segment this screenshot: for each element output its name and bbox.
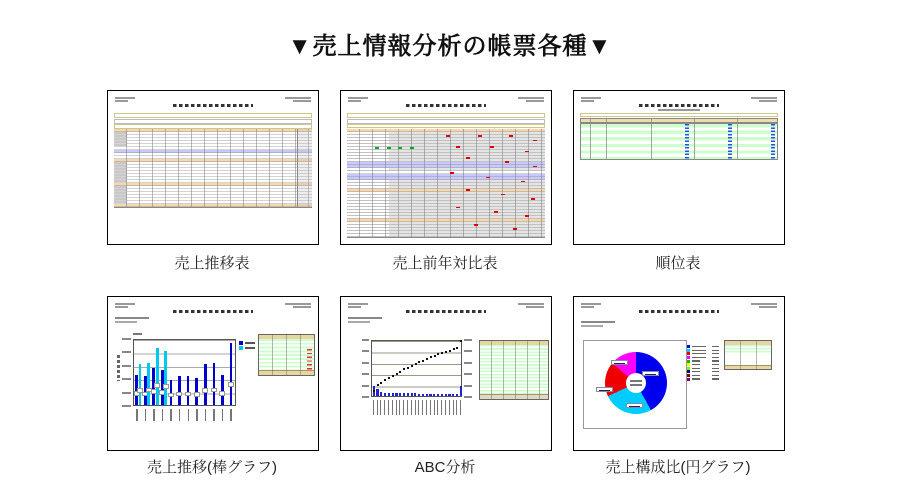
x-axis-label	[373, 400, 374, 415]
x-axis-label	[392, 400, 393, 415]
rank-value-blue-marks	[728, 124, 732, 159]
report-header-date-text	[518, 97, 544, 99]
report-header-left-text	[115, 303, 135, 305]
slice-label-2	[626, 403, 643, 408]
y-tick	[122, 405, 131, 407]
pie-legend	[687, 345, 709, 381]
y-tick-left	[362, 350, 369, 352]
pie-legend-text	[692, 368, 700, 369]
pie-legend-text	[692, 357, 706, 358]
pareto-bar	[429, 394, 431, 396]
x-axis-label	[388, 400, 389, 415]
x-axis-label	[426, 400, 427, 415]
bar-series-2	[139, 364, 142, 406]
red-value-mark	[531, 198, 535, 200]
chart-legend	[239, 341, 257, 351]
report-header-left-text	[581, 303, 601, 305]
x-axis-label	[430, 400, 431, 415]
bar-series-1	[230, 343, 233, 405]
x-axis-label	[456, 400, 457, 415]
pie-percent-text	[712, 360, 719, 361]
pie-percent-text	[712, 353, 719, 354]
x-axis-label	[136, 409, 138, 421]
pareto-bar	[380, 392, 382, 396]
green-value-mark	[375, 147, 379, 149]
y-tick-right	[464, 385, 472, 387]
red-value-mark	[450, 172, 454, 174]
abc-rank-table	[479, 340, 549, 400]
pareto-bar	[392, 393, 394, 396]
x-axis-label	[384, 400, 385, 415]
cumulative-curve-point	[411, 365, 413, 367]
bar-value-label	[154, 383, 160, 388]
cumulative-curve-point	[434, 355, 436, 357]
pie-percent-text	[712, 350, 719, 351]
cumulative-curve-point	[418, 361, 420, 363]
negative-value-marks	[307, 349, 312, 370]
x-axis-label	[415, 400, 416, 415]
report-title-text	[639, 310, 719, 313]
report-header-date-text	[285, 97, 311, 99]
pareto-bar	[388, 393, 390, 396]
legend-text	[245, 347, 255, 349]
slice-label-4	[611, 360, 628, 365]
bar-chart-plot	[133, 339, 236, 406]
x-axis-label	[188, 409, 190, 421]
ranking-table-body	[580, 123, 778, 160]
caption-yoy-table: 売上前年対比表	[392, 255, 498, 272]
rank-value-blue-marks	[771, 124, 775, 159]
red-value-mark	[466, 157, 470, 159]
y-tick	[122, 378, 131, 380]
bar-value-label	[211, 388, 217, 393]
bar-series-1	[204, 364, 207, 406]
bar-value-label	[228, 382, 234, 387]
x-axis-label	[213, 409, 215, 421]
cumulative-curve-point	[403, 368, 405, 370]
report-header-date-text	[285, 303, 311, 305]
report-header-left-text	[581, 97, 601, 99]
pie-legend-text	[692, 364, 700, 365]
cumulative-curve-point	[373, 390, 375, 392]
thumbnail-abc-analysis[interactable]	[340, 296, 552, 451]
cumulative-curve-point	[422, 360, 424, 362]
red-value-mark	[478, 135, 482, 137]
y-tick-left	[362, 385, 369, 387]
pie-legend-text	[692, 375, 700, 376]
bar-value-label	[202, 388, 208, 393]
slice-label-1	[642, 371, 659, 376]
pareto-bar	[456, 394, 458, 396]
x-axis-label	[196, 409, 198, 421]
cumulative-curve-point	[445, 351, 447, 353]
x-axis-label	[418, 400, 419, 415]
pareto-bar	[437, 394, 439, 396]
y-tick-right	[464, 373, 472, 375]
pareto-bar	[433, 394, 435, 396]
pareto-chart-plot	[371, 340, 462, 397]
green-value-mark	[410, 147, 414, 149]
report-title-text	[173, 310, 253, 313]
y-tick-left	[362, 339, 369, 341]
y-tick-left	[362, 396, 369, 398]
x-axis-label	[396, 400, 397, 415]
pie-legend-text	[692, 346, 706, 347]
cumulative-curve-point	[456, 347, 458, 349]
x-axis-label	[411, 400, 412, 415]
value-accent-marks	[347, 129, 545, 237]
cumulative-curve-point	[384, 379, 386, 381]
legend-swatch	[239, 346, 243, 350]
pareto-bar	[411, 393, 413, 396]
bar-series-1	[178, 376, 181, 405]
red-value-mark	[533, 166, 537, 168]
bar-value-label	[168, 393, 174, 398]
x-axis-label	[222, 409, 224, 421]
report-header-left-text	[348, 303, 368, 305]
cumulative-curve-point	[449, 350, 451, 352]
pareto-bar	[376, 389, 378, 396]
cumulative-curve-point	[426, 358, 428, 360]
pie-legend-percentages	[710, 345, 719, 381]
red-value-mark	[501, 194, 505, 196]
report-title-text	[406, 104, 486, 107]
report-header-date-text	[751, 97, 777, 99]
red-value-mark	[466, 189, 470, 191]
mini-row	[114, 204, 312, 207]
green-value-mark	[387, 147, 391, 149]
report-title-text	[639, 104, 719, 107]
red-value-mark	[456, 146, 460, 148]
pie-legend-text	[692, 378, 700, 379]
red-value-mark	[490, 146, 494, 148]
pareto-bar	[452, 394, 454, 396]
report-header-date-text	[751, 303, 777, 305]
caption-ranking-table: 順位表	[655, 255, 701, 272]
cumulative-curve-point	[453, 348, 455, 350]
axis-unit-label	[133, 333, 142, 335]
pie-percent-text	[712, 368, 719, 369]
x-axis-label	[434, 400, 435, 415]
pie-legend-text	[692, 360, 700, 361]
cumulative-curve-point	[437, 353, 439, 355]
table-body	[114, 129, 312, 208]
summary-table-footer	[259, 370, 314, 375]
x-axis-label	[453, 400, 454, 415]
pie-percent-text	[712, 375, 719, 376]
x-axis-label	[449, 400, 450, 415]
pareto-bar	[407, 393, 409, 396]
pie-percent-text	[712, 346, 719, 347]
red-value-mark	[505, 161, 509, 163]
x-axis-label	[403, 400, 404, 415]
thumbnail-ranking-table[interactable]	[573, 90, 785, 245]
report-subtitle-text	[658, 109, 700, 111]
red-value-mark	[486, 177, 490, 179]
pie-chart-frame	[583, 340, 687, 429]
red-value-mark	[521, 181, 525, 183]
x-axis-label	[422, 400, 423, 415]
cumulative-curve-point	[377, 384, 379, 386]
red-value-mark	[525, 215, 529, 217]
composition-table	[724, 340, 772, 370]
pareto-bar	[418, 394, 420, 396]
slice-label-3	[596, 387, 613, 392]
condition-text	[115, 317, 149, 319]
y-tick-right	[464, 339, 472, 341]
red-value-mark	[509, 135, 513, 137]
bar-series-1	[195, 378, 198, 405]
pareto-bar	[403, 393, 405, 396]
red-value-mark	[513, 228, 517, 230]
x-axis-label	[407, 400, 408, 415]
pie-legend-entry	[687, 377, 709, 381]
thumbnail-sales-trend-bar-chart[interactable]	[107, 296, 319, 451]
y-tick	[122, 365, 131, 367]
pie-percent-text	[712, 364, 719, 365]
condition-text	[581, 321, 615, 323]
condition-band	[580, 113, 778, 117]
red-value-mark	[494, 211, 498, 213]
red-value-mark	[456, 207, 460, 209]
pareto-bar	[384, 393, 386, 396]
cumulative-curve-point	[460, 340, 462, 342]
pareto-bar	[399, 393, 401, 396]
x-axis-label	[441, 400, 442, 415]
pareto-bar	[395, 393, 397, 396]
pie-legend-text	[692, 350, 706, 351]
bar-value-label	[194, 392, 200, 397]
red-value-mark	[533, 140, 537, 142]
bar-series-2	[147, 363, 150, 405]
pareto-bar	[460, 386, 462, 396]
y-tick-right	[464, 350, 472, 352]
bar-value-label	[176, 392, 182, 397]
y-axis-title	[117, 355, 120, 381]
pareto-bar	[422, 394, 424, 396]
y-tick-right	[464, 396, 472, 398]
abc-table-total-row	[480, 394, 548, 399]
bar-series-1	[187, 376, 190, 405]
x-axis-label	[377, 400, 378, 415]
x-axis-label	[205, 409, 207, 421]
caption-abc-analysis: ABC分析	[414, 459, 476, 476]
pareto-bar	[441, 394, 443, 396]
y-tick-left	[362, 362, 369, 364]
pareto-bar	[448, 394, 450, 396]
pie-percent-entry	[710, 377, 719, 381]
caption-pie-chart: 売上構成比(円グラフ)	[605, 459, 751, 476]
summary-table	[258, 334, 315, 376]
red-value-mark	[525, 151, 529, 153]
y-tick	[122, 351, 131, 353]
bar-series-1	[213, 363, 216, 405]
x-axis-label	[380, 400, 381, 415]
pie-legend-swatch	[687, 378, 690, 381]
condition-text	[348, 317, 382, 319]
caption-sales-trend-table: 売上推移表	[174, 255, 250, 272]
cumulative-curve-point	[388, 377, 390, 379]
pie-center-label	[626, 373, 646, 393]
thumbnail-sales-trend-table[interactable]	[107, 90, 319, 245]
pareto-bar	[426, 394, 428, 396]
report-title-text	[406, 310, 486, 313]
pie-percent-text	[712, 371, 719, 372]
cumulative-curve-point	[407, 367, 409, 369]
cumulative-curve-point	[441, 352, 443, 354]
x-axis-label	[179, 409, 181, 421]
x-axis-label	[145, 409, 147, 421]
cumulative-curve-point	[415, 363, 417, 365]
x-axis-label	[445, 400, 446, 415]
composition-table-footer	[725, 365, 771, 370]
x-axis-label	[399, 400, 400, 415]
bar-value-label	[185, 392, 191, 397]
red-value-mark	[446, 135, 450, 137]
y-tick	[122, 338, 131, 340]
red-value-mark	[474, 224, 478, 226]
pie-percent-text	[712, 357, 719, 358]
x-axis-label	[230, 409, 232, 421]
bar-value-label	[163, 384, 169, 389]
bar-series-1	[221, 375, 224, 405]
cumulative-curve-point	[430, 356, 432, 358]
report-title-text	[173, 104, 253, 107]
cumulative-curve-point	[399, 371, 401, 373]
table-header-band	[347, 124, 545, 128]
pareto-bar	[414, 393, 416, 396]
cumulative-curve-point	[396, 373, 398, 375]
caption-bar-chart: 売上推移(棒グラフ)	[147, 459, 277, 476]
condition-band	[347, 113, 545, 118]
report-header-left-text	[115, 97, 135, 99]
x-axis-label	[162, 409, 164, 421]
legend-swatch	[239, 341, 243, 345]
condition-band	[114, 113, 312, 118]
cumulative-curve-point	[392, 375, 394, 377]
green-value-mark	[398, 147, 402, 149]
x-axis-label	[460, 400, 461, 415]
cumulative-curve-point	[380, 382, 382, 384]
rank-value-blue-marks	[685, 124, 689, 159]
pie-percent-text	[712, 378, 719, 379]
y-tick	[122, 392, 131, 394]
bar-series-2	[164, 351, 167, 405]
thumbnail-composition-pie-chart[interactable]	[573, 296, 785, 451]
x-axis-label	[170, 409, 172, 421]
page-title: ▼売上情報分析の帳票各種▼	[287, 33, 613, 60]
y-tick-left	[362, 373, 369, 375]
report-header-date-text	[518, 303, 544, 305]
legend-text	[245, 342, 255, 344]
x-axis-label	[153, 409, 155, 421]
legend-entry	[239, 346, 257, 351]
pie-legend-text	[692, 371, 700, 372]
report-header-left-text	[348, 97, 368, 99]
y-tick-right	[464, 362, 472, 364]
bar-value-label	[219, 391, 225, 396]
bar-series-1	[170, 380, 173, 406]
bar-series-2	[156, 348, 159, 405]
pie-legend-text	[692, 353, 706, 354]
x-axis-label	[437, 400, 438, 415]
thumbnail-yoy-comparison-table[interactable]	[340, 90, 552, 245]
pareto-bar	[445, 394, 447, 396]
